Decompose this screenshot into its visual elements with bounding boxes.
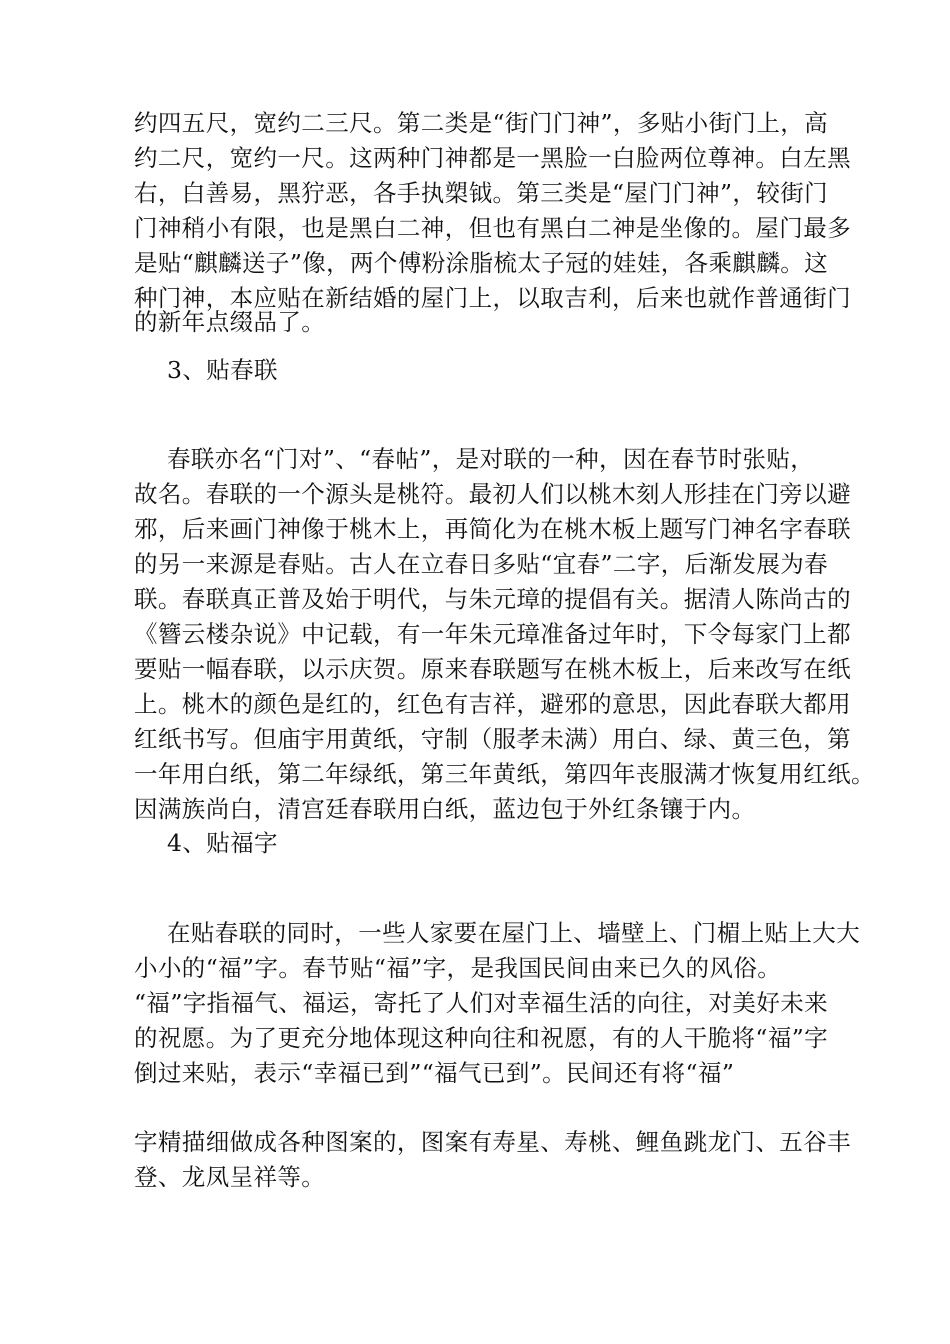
section-heading-3: 3、贴春联: [167, 356, 278, 384]
paragraph-3-line-2: 小小的“福”字。春节贴“福”字，是我国民间由来已久的风俗。: [134, 954, 782, 982]
paragraph-2-line-7: 要贴一幅春联，以示庆贺。原来春联题写在桃木板上，后来改写在纸: [134, 655, 851, 683]
paragraph-2-line-1: 春联亦名“门对”、“春帖”，是对联的一种，因在春节时张贴，: [167, 445, 815, 473]
paragraph-2-line-6: 《簪云楼杂说》中记载，有一年朱元璋准备过年时，下令每家门上都: [134, 620, 851, 648]
paragraph-2-line-5: 联。春联真正普及始于明代，与朱元璋的提倡有关。据清人陈尚古的: [134, 585, 851, 613]
paragraph-1-line-2: 约二尺，宽约一尺。这两种门神都是一黑脸一白脸两位尊神。白左黑: [134, 144, 851, 172]
paragraph-1-line-6: 种门神，本应贴在新结婚的屋门上，以取吉利，后来也就作普通街门: [134, 284, 851, 312]
paragraph-1-line-3: 右，白善易，黑狞恶，各手执槊钺。第三类是“屋门门神”，较街门: [134, 179, 829, 207]
section-heading-4: 4、贴福字: [167, 829, 278, 857]
paragraph-3-line-4: 的祝愿。为了更充分地体现这种向往和祝愿，有的人干脆将“福”字: [134, 1024, 829, 1052]
paragraph-2-line-11: 因满族尚白，清宫廷春联用白纸，蓝边包于外红条镶于内。: [134, 795, 756, 823]
paragraph-3-line-1: 在贴春联的同时，一些人家要在屋门上、墙壁上、门楣上贴上大大: [167, 919, 861, 947]
paragraph-2-line-4: 的另一来源是春贴。古人在立春日多贴“宜春”二字，后渐发展为春: [134, 550, 829, 578]
paragraph-2-line-10: 一年用白纸，第二年绿纸，第三年黄纸，第四年丧服满才恢复用红纸。: [134, 760, 875, 788]
paragraph-1-line-7: 的新年点缀品了。: [134, 308, 326, 336]
paragraph-4-line-1: 字精描细做成各种图案的，图案有寿星、寿桃、鲤鱼跳龙门、五谷丰: [134, 1128, 851, 1156]
paragraph-3-line-3: “福”字指福气、福运，寄托了人们对幸福生活的向往，对美好未来: [134, 989, 829, 1017]
paragraph-1-line-5: 是贴“麒麟送子”像，两个傅粉涂脂梳太子冠的娃娃，各乘麒麟。这: [134, 249, 829, 277]
paragraph-2-line-9: 红纸书写。但庙宇用黄纸，守制（服孝未满）用白、绿、黄三色，第: [134, 725, 851, 753]
paragraph-1-line-1: 约四五尺，宽约二三尺。第二类是“街门门神”，多贴小街门上，高: [134, 109, 829, 137]
paragraph-2-line-3: 邪，后来画门神像于桃木上，再简化为在桃木板上题写门神名字春联: [134, 515, 851, 543]
paragraph-4-line-2: 登、龙凤呈祥等。: [134, 1163, 326, 1191]
paragraph-1-line-4: 门神稍小有限，也是黑白二神，但也有黑白二神是坐像的。屋门最多: [134, 214, 851, 242]
paragraph-3-line-5: 倒过来贴，表示“幸福已到”“福气已到”。民间还有将“福”: [134, 1059, 735, 1087]
paragraph-2-line-8: 上。桃木的颜色是红的，红色有吉祥，避邪的意思，因此春联大都用: [134, 690, 851, 718]
paragraph-2-line-2: 故名。春联的一个源头是桃符。最初人们以桃木刻人形挂在门旁以避: [134, 480, 851, 508]
